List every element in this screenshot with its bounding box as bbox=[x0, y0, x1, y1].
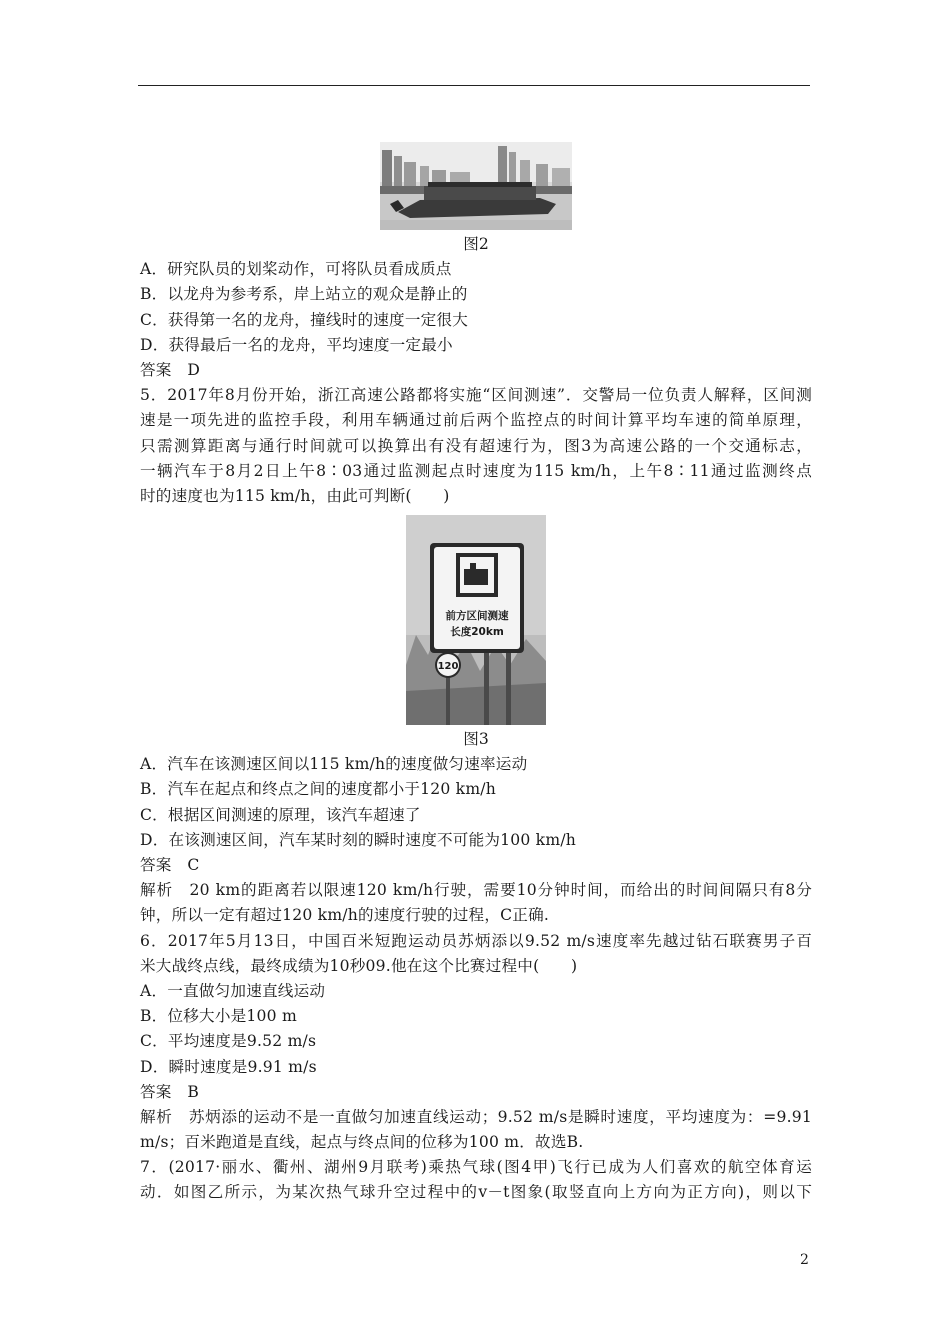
q5-analysis-line: 解析 20 km的距离若以限速120 km/h行驶，需要10分钟时间，而给出的时间间隔只有8分 bbox=[140, 881, 812, 900]
q6-stem-line: 米大战终点线，最终成绩为10秒09.他在这个比赛过程中( ) bbox=[140, 956, 578, 975]
q4-option-c: C．获得第一名的龙舟，撞线时的速度一定很大 bbox=[140, 310, 469, 329]
sign-line-1: 前方区间测速 bbox=[445, 610, 509, 623]
q4-answer: 答案 D bbox=[140, 360, 201, 379]
sign-line-2: 长度20km bbox=[450, 626, 504, 639]
page-content bbox=[140, 130, 812, 1206]
q6-analysis-line: m/s；百米跑道是直线，起点与终点间的位移为100 m．故选B. bbox=[140, 1133, 584, 1152]
q4-option-a: A．研究队员的划桨动作，可将队员看成质点 bbox=[140, 260, 452, 279]
figure-3 bbox=[140, 509, 812, 727]
figure-3-caption: 图3 bbox=[463, 730, 489, 749]
header-rule bbox=[138, 85, 810, 86]
figure-2 bbox=[140, 130, 812, 232]
dragon-boat-photo bbox=[380, 142, 572, 230]
q6-answer: 答案 B bbox=[140, 1082, 200, 1101]
q6-analysis-line: 解析 苏炳添的运动不是一直做匀加速直线运动；9.52 m/s是瞬时速度，平均速度为：=9.91 bbox=[140, 1107, 812, 1126]
q7-stem-line: 7．(2017·丽水、衢州、湖州9月联考)乘热气球(图4甲)飞行已成为人们喜欢的航空体育运 bbox=[140, 1158, 812, 1177]
q5-option-a: A．汽车在该测速区间以115 km/h的速度做匀速率运动 bbox=[140, 755, 528, 774]
figure-2-caption: 图2 bbox=[463, 235, 489, 253]
q7-stem-line: 动．如图乙所示，为某次热气球升空过程中的v－t图象(取竖直向上方向为正方向)，则以下 bbox=[140, 1183, 812, 1202]
traffic-sign-photo bbox=[406, 515, 546, 725]
q5-analysis-line: 钟，所以一定有超过120 km/h的速度行驶的过程，C正确. bbox=[140, 906, 550, 925]
q4-option-d: D．获得最后一名的龙舟，平均速度一定最小 bbox=[140, 335, 453, 354]
q5-option-c: C．根据区间测速的原理，该汽车超速了 bbox=[140, 805, 421, 824]
q5-stem-line: 速是一项先进的监控手段，利用车辆通过前后两个监控点的时间计算平均车速的简单原理， bbox=[140, 411, 812, 430]
q5-stem-line: 一辆汽车于8月2日上午8∶03通过监测起点时速度为115 km/h，上午8∶11通过监测终点 bbox=[140, 461, 812, 480]
page-number: 2 bbox=[800, 1252, 809, 1268]
q5-stem-line: 5．2017年8月份开始，浙江高速公路都将实施“区间测速”．交警局一位负责人解释，区间测 bbox=[140, 386, 812, 405]
q6-option-b: B．位移大小是100 m bbox=[140, 1007, 297, 1026]
q5-answer: 答案 C bbox=[140, 856, 200, 875]
q6-option-a: A．一直做匀加速直线运动 bbox=[140, 981, 326, 1000]
q5-stem-line: 只需测算距离与通行时间就可以换算出有没有超速行为，图3为高速公路的一个交通标志， bbox=[140, 436, 812, 455]
speed-limit-sign: 120 bbox=[437, 661, 459, 673]
q5-option-d: D．在该测速区间，汽车某时刻的瞬时速度不可能为100 km/h bbox=[140, 830, 577, 849]
q6-stem-line: 6．2017年5月13日，中国百米短跑运动员苏炳添以9.52 m/s速度率先越过钻石联赛男子百 bbox=[140, 931, 812, 950]
q6-option-d: D．瞬时速度是9.91 m/s bbox=[140, 1057, 317, 1076]
q5-option-b: B．汽车在起点和终点之间的速度都小于120 km/h bbox=[140, 780, 497, 799]
q5-stem-line: 时的速度也为115 km/h，由此可判断( ) bbox=[140, 486, 450, 505]
q6-option-c: C．平均速度是9.52 m/s bbox=[140, 1032, 317, 1051]
q4-option-b: B．以龙舟为参考系，岸上站立的观众是静止的 bbox=[140, 285, 468, 304]
